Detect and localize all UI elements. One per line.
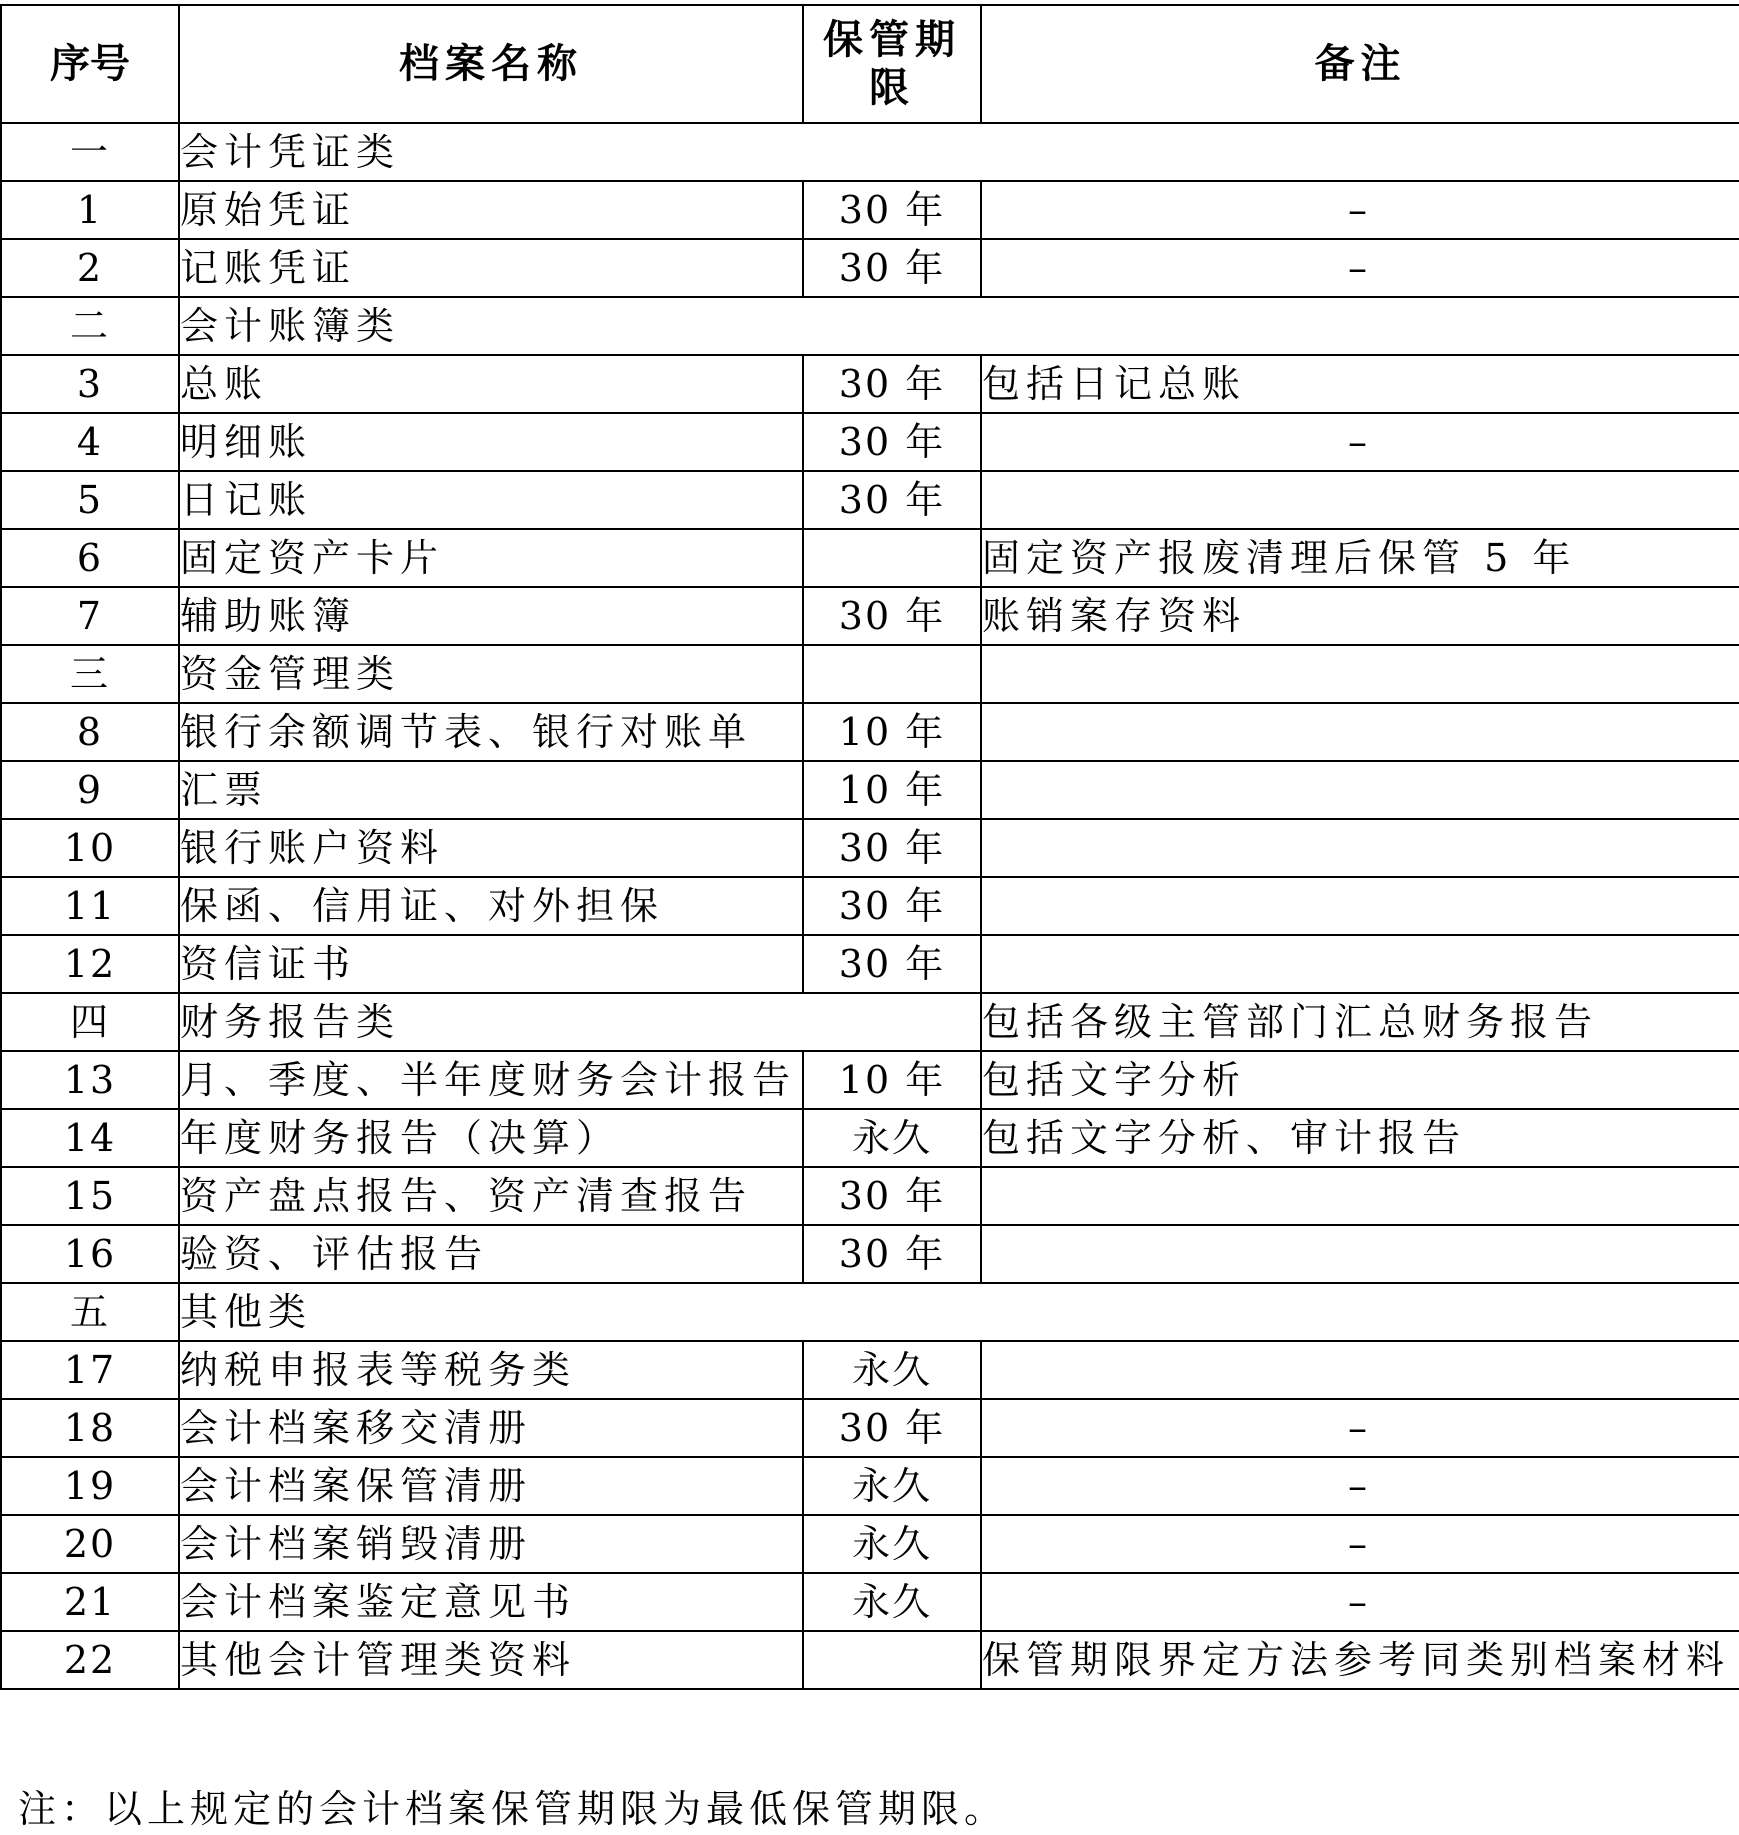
table-row (1, 935, 1739, 993)
row-number: 8 (1, 703, 179, 761)
retention-period (803, 123, 981, 181)
remark (981, 703, 1739, 761)
row-number: 15 (1, 1167, 179, 1225)
archive-name: 日记账 (179, 471, 803, 529)
retention-period: 30 年 (803, 413, 981, 471)
remark (981, 877, 1739, 935)
row-number: 1 (1, 181, 179, 239)
category-row (1, 993, 1739, 1051)
remark: – (981, 1399, 1739, 1457)
remark (981, 935, 1739, 993)
retention-period (803, 645, 981, 703)
row-number: 12 (1, 935, 179, 993)
remark (981, 819, 1739, 877)
row-number: 16 (1, 1225, 179, 1283)
archive-name: 明细账 (179, 413, 803, 471)
category-row (1, 297, 1739, 355)
archive-name: 总账 (179, 355, 803, 413)
table-row (1, 1631, 1739, 1689)
table-row (1, 529, 1739, 587)
row-number: 14 (1, 1109, 179, 1167)
remark: 包括文字分析 (981, 1051, 1739, 1109)
archive-name: 资金管理类 (179, 645, 803, 703)
row-number: 4 (1, 413, 179, 471)
retention-period (803, 993, 981, 1051)
archive-name: 资产盘点报告、资产清查报告 (179, 1167, 803, 1225)
archive-name: 固定资产卡片 (179, 529, 803, 587)
retention-period: 30 年 (803, 355, 981, 413)
row-number: 11 (1, 877, 179, 935)
retention-period: 30 年 (803, 819, 981, 877)
remark (981, 297, 1739, 355)
archive-name: 会计档案鉴定意见书 (179, 1573, 803, 1631)
retention-period: 10 年 (803, 703, 981, 761)
row-number: 3 (1, 355, 179, 413)
archive-name: 会计凭证类 (179, 123, 803, 181)
remark: 账销案存资料 (981, 587, 1739, 645)
remark: 包括日记总账 (981, 355, 1739, 413)
retention-period: 30 年 (803, 181, 981, 239)
row-number: 18 (1, 1399, 179, 1457)
remark (981, 471, 1739, 529)
retention-period: 30 年 (803, 471, 981, 529)
table-row (1, 1573, 1739, 1631)
row-number: 9 (1, 761, 179, 819)
retention-period: 10 年 (803, 761, 981, 819)
retention-period: 30 年 (803, 877, 981, 935)
row-number: 三 (1, 645, 179, 703)
row-number: 20 (1, 1515, 179, 1573)
archive-name: 记账凭证 (179, 239, 803, 297)
retention-period (803, 1631, 981, 1689)
table-row (1, 587, 1739, 645)
remark: 包括文字分析、审计报告 (981, 1109, 1739, 1167)
category-row (1, 1283, 1739, 1341)
table-row (1, 355, 1739, 413)
retention-period: 30 年 (803, 1167, 981, 1225)
archive-name: 会计账簿类 (179, 297, 803, 355)
remark: – (981, 239, 1739, 297)
archive-name: 保函、信用证、对外担保 (179, 877, 803, 935)
retention-period: 30 年 (803, 1225, 981, 1283)
archive-name: 资信证书 (179, 935, 803, 993)
retention-period: 30 年 (803, 1399, 981, 1457)
header-row (1, 5, 1739, 123)
row-number: 13 (1, 1051, 179, 1109)
row-number: 四 (1, 993, 179, 1051)
table-row (1, 471, 1739, 529)
archive-name: 其他类 (179, 1283, 803, 1341)
remark: – (981, 413, 1739, 471)
table-row (1, 1457, 1739, 1515)
table-row (1, 1341, 1739, 1399)
row-number: 6 (1, 529, 179, 587)
retention-period: 永久 (803, 1109, 981, 1167)
retention-period: 永久 (803, 1341, 981, 1399)
remark: 保管期限界定方法参考同类别档案材料 (981, 1631, 1739, 1689)
table-row (1, 413, 1739, 471)
archive-retention-table (0, 4, 1739, 1690)
row-number: 2 (1, 239, 179, 297)
row-number: 22 (1, 1631, 179, 1689)
table-row (1, 819, 1739, 877)
retention-period: 30 年 (803, 239, 981, 297)
table-row (1, 761, 1739, 819)
archive-name: 验资、评估报告 (179, 1225, 803, 1283)
retention-period: 30 年 (803, 935, 981, 993)
archive-name: 会计档案移交清册 (179, 1399, 803, 1457)
row-number: 10 (1, 819, 179, 877)
retention-period: 永久 (803, 1573, 981, 1631)
remark: 固定资产报废清理后保管 5 年 (981, 529, 1739, 587)
retention-period (803, 529, 981, 587)
remark: – (981, 1573, 1739, 1631)
footnote: 注：以上规定的会计档案保管期限为最低保管期限。 (18, 1787, 1008, 1831)
archive-name: 月、季度、半年度财务会计报告 (179, 1051, 803, 1109)
table-row (1, 877, 1739, 935)
table-row (1, 1167, 1739, 1225)
archive-name: 其他会计管理类资料 (179, 1631, 803, 1689)
table-row (1, 181, 1739, 239)
archive-name: 银行余额调节表、银行对账单 (179, 703, 803, 761)
retention-period (803, 297, 981, 355)
table-row (1, 1225, 1739, 1283)
table-row (1, 1399, 1739, 1457)
archive-name: 会计档案保管清册 (179, 1457, 803, 1515)
archive-name: 年度财务报告（决算） (179, 1109, 803, 1167)
remark (981, 1283, 1739, 1341)
remark: – (981, 1457, 1739, 1515)
archive-name: 财务报告类 (179, 993, 803, 1051)
retention-period: 永久 (803, 1457, 981, 1515)
remark (981, 761, 1739, 819)
row-number: 17 (1, 1341, 179, 1399)
archive-name: 原始凭证 (179, 181, 803, 239)
retention-period: 永久 (803, 1515, 981, 1573)
header-remark: 备注 (981, 5, 1739, 123)
header-period: 保管期限 (803, 5, 981, 123)
row-number: 19 (1, 1457, 179, 1515)
table-row (1, 1515, 1739, 1573)
table-row (1, 239, 1739, 297)
category-row (1, 123, 1739, 181)
header-name: 档案名称 (179, 5, 803, 123)
retention-period (803, 1283, 981, 1341)
remark: – (981, 1515, 1739, 1573)
remark (981, 1341, 1739, 1399)
archive-name: 银行账户资料 (179, 819, 803, 877)
row-number: 21 (1, 1573, 179, 1631)
table-row (1, 1109, 1739, 1167)
archive-name: 纳税申报表等税务类 (179, 1341, 803, 1399)
remark (981, 123, 1739, 181)
row-number: 7 (1, 587, 179, 645)
row-number: 五 (1, 1283, 179, 1341)
remark (981, 1167, 1739, 1225)
archive-name: 辅助账簿 (179, 587, 803, 645)
remark (981, 645, 1739, 703)
archive-name: 会计档案销毁清册 (179, 1515, 803, 1573)
category-row (1, 645, 1739, 703)
row-number: 一 (1, 123, 179, 181)
retention-period: 30 年 (803, 587, 981, 645)
table-row (1, 1051, 1739, 1109)
remark (981, 1225, 1739, 1283)
remark: – (981, 181, 1739, 239)
remark: 包括各级主管部门汇总财务报告 (981, 993, 1739, 1051)
row-number: 5 (1, 471, 179, 529)
archive-name: 汇票 (179, 761, 803, 819)
table-row (1, 703, 1739, 761)
row-number: 二 (1, 297, 179, 355)
header-no: 序号 (1, 5, 179, 123)
retention-period: 10 年 (803, 1051, 981, 1109)
